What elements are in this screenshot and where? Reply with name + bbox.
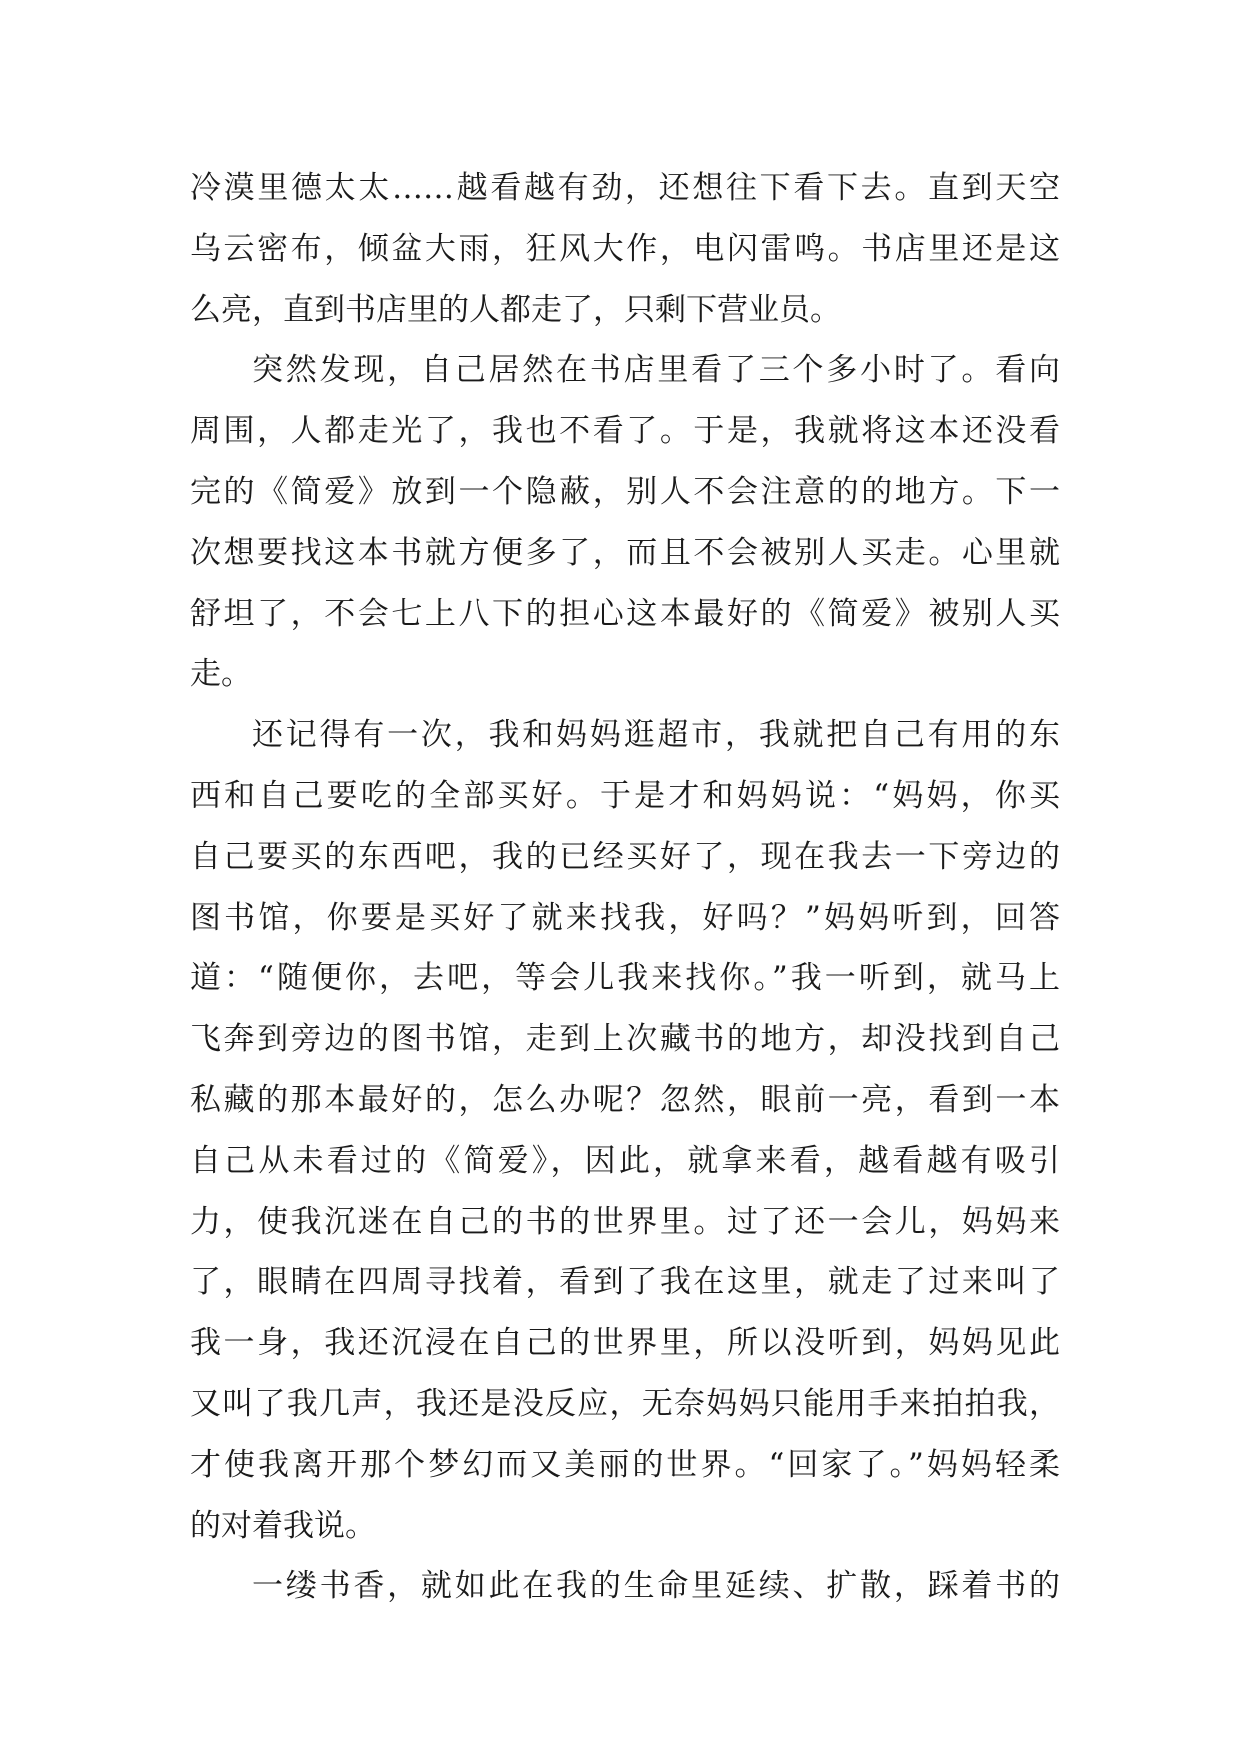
text-line: 力，使我沉迷在自己的书的世界里。过了还一会儿，妈妈来 <box>190 1203 1060 1240</box>
text-line: 周围，人都走光了，我也不看了。于是，我就将这本还没看 <box>190 413 1060 450</box>
paragraph-first-line: 一缕书香，就如此在我的生命里延续、扩散，踩着书的 <box>252 1568 1060 1605</box>
text-line: 又叫了我几声，我还是没反应，无奈妈妈只能用手来拍拍我， <box>190 1385 1060 1422</box>
text-line: 完的《简爱》放到一个隐蔽，别人不会注意的的地方。下一 <box>190 473 1060 510</box>
text-line: 乌云密布，倾盆大雨，狂风大作，电闪雷鸣。书店里还是这 <box>190 230 1060 267</box>
text-line: 自己从未看过的《简爱》，因此，就拿来看，越看越有吸引 <box>190 1142 1060 1179</box>
text-line: 么亮，直到书店里的人都走了，只剩下营业员。 <box>190 291 841 328</box>
text-line: 道：“随便你，去吧，等会儿我来找你。”我一听到，就马上 <box>190 960 1060 997</box>
text-line: 私藏的那本最好的，怎么办呢？忽然，眼前一亮，看到一本 <box>190 1081 1060 1118</box>
text-line: 的对着我说。 <box>190 1507 376 1544</box>
text-line: 舒坦了，不会七上八下的担心这本最好的《简爱》被别人买 <box>190 595 1060 632</box>
text-line: 图书馆，你要是买好了就来找我，好吗？”妈妈听到，回答 <box>190 899 1060 936</box>
text-line: 冷漠里德太太……越看越有劲，还想往下看下去。直到天空 <box>190 170 1060 206</box>
paragraph-first-line: 突然发现，自己居然在书店里看了三个多小时了。看向 <box>252 352 1060 389</box>
text-line: 才使我离开那个梦幻而又美丽的世界。“回家了。”妈妈轻柔 <box>190 1446 1060 1483</box>
text-line: 自己要买的东西吧，我的已经买好了，现在我去一下旁边的 <box>190 838 1060 875</box>
text-line: 了，眼睛在四周寻找着，看到了我在这里，就走了过来叫了 <box>190 1264 1060 1301</box>
text-line: 飞奔到旁边的图书馆，走到上次藏书的地方，却没找到自己 <box>190 1021 1060 1058</box>
body-text <box>190 158 1060 1617</box>
text-line: 次想要找这本书就方便多了，而且不会被别人买走。心里就 <box>190 534 1060 571</box>
text-line: 我一身，我还沉浸在自己的世界里，所以没听到，妈妈见此 <box>190 1325 1060 1362</box>
paragraph-first-line: 还记得有一次，我和妈妈逛超市，我就把自己有用的东 <box>252 717 1060 754</box>
text-line: 西和自己要吃的全部买好。于是才和妈妈说：“妈妈，你买 <box>190 777 1060 814</box>
text-line: 走。 <box>190 656 252 693</box>
